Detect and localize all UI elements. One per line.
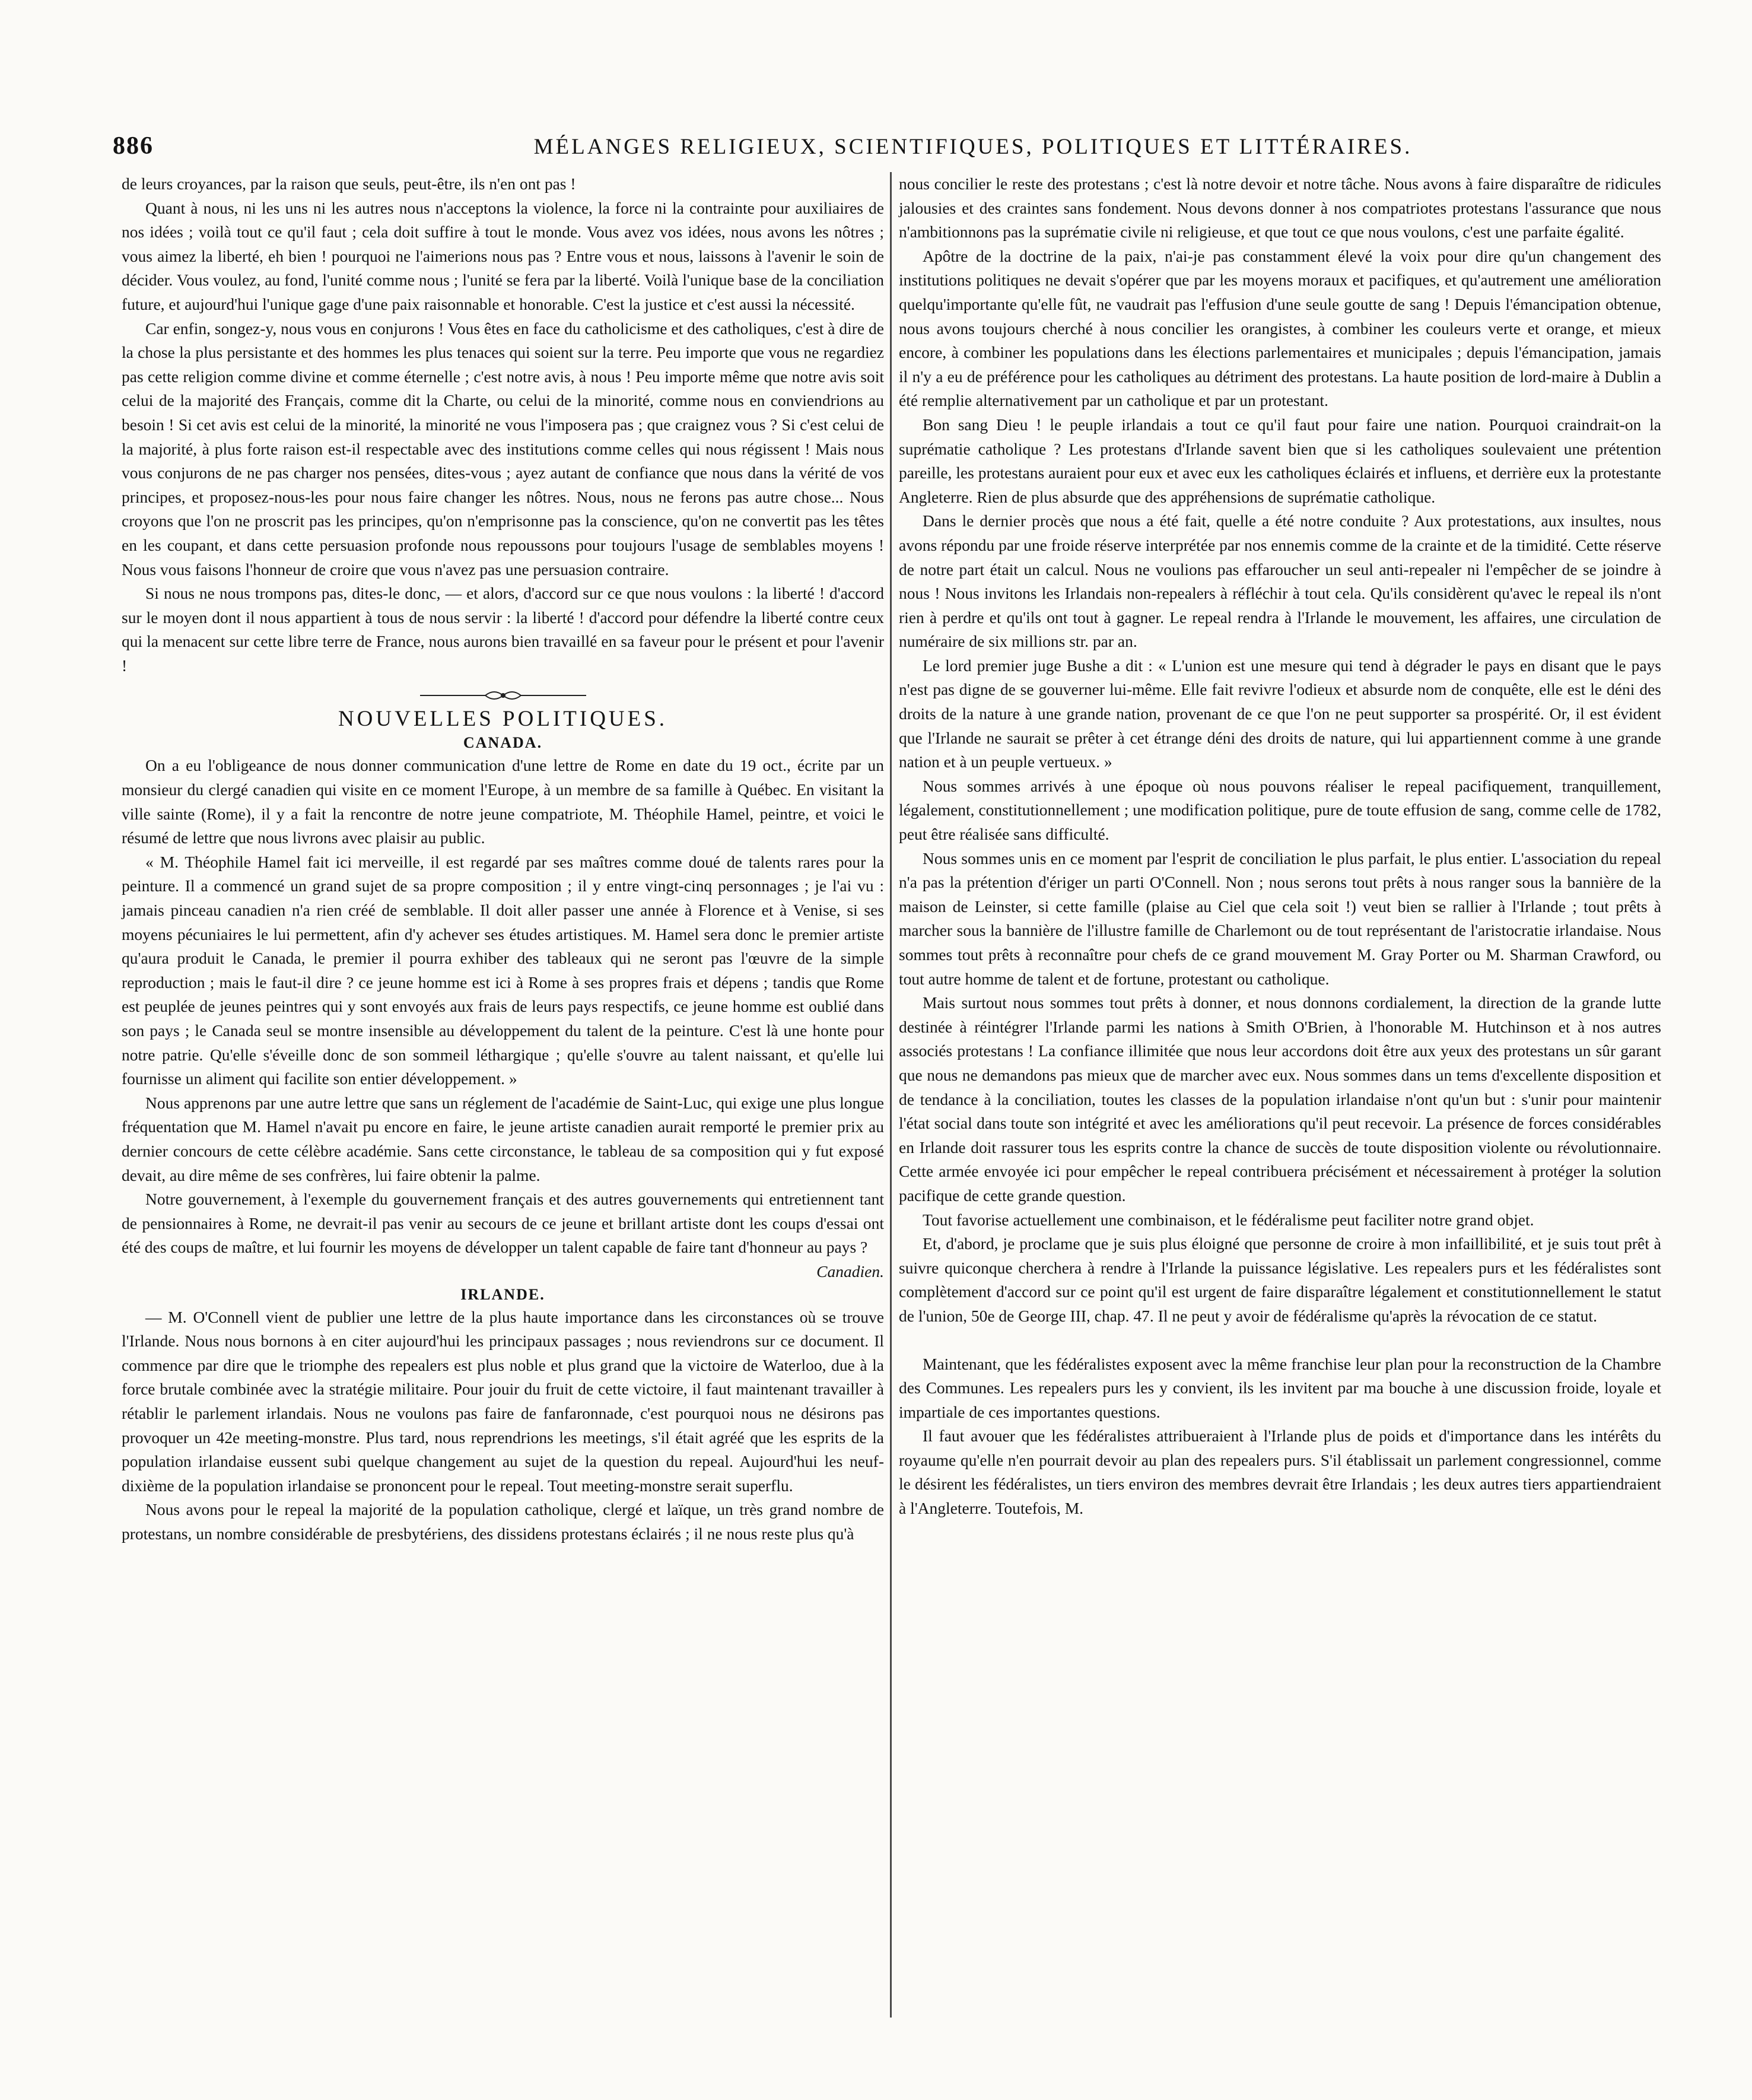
paragraph: Car enfin, songez-y, nous vous en conjurons ! Vous êtes en face du catholicisme et des catholiques, c'est à dire de la chose la plus persistante et des hommes les plus tenaces qui soient sur la terre. Peu importe que vous ne regardiez pas cette religion comme divine et comme éternelle ; c'est notre avis, à nous ! Peu importe même que notre avis soit celui de la majorité des Français, comme dit la Charte, ou celui de la minorité, comme nous en conviendrions au besoin ! Si cet avis est celui de la minorité, la minorité ne vous l'imposera pas ; que craignez vous ? Si c'est celui de la majorité, à plus forte raison est-il respectable avec des institutions comme celles qui nous régissent ! Mais nous vous conjurons de ne pas charger nos pensées, dites-vous ; ayez autant de confiance que nous dans la vérité de vos principes, et proposez-nous-les pour nous faire changer les nôtres. Nous, nous ne ferons pas autre chose... Nous croyons que l'on ne proscrit pas les principes, qu'on n'emprisonne pas la conscience, qu'on ne convertit pas les têtes en les coupant, et dans cette persuasion profonde nous repoussons pour toujours l'usage de semblables moyens ! Nous vous faisons l'honneur de croire que vous n'avez pas une persuasion contraire.	[122, 319, 884, 579]
section-title: NOUVELLES POLITIQUES.	[338, 707, 668, 732]
page-header	[113, 132, 1637, 167]
page-number: 886	[113, 132, 154, 160]
column-rule	[890, 172, 892, 2018]
paragraph: Le lord premier juge Bushe a dit : « L'union est une mesure qui tend à dégrader le pays en disant que le pays n'est pas digne de se gouverner lui-même. Elle fait revivre l'odieux et absurde nom de conquête, elle est le déni des droits de la nature à une grande nation, provenant de ce que l'on ne peut supporter sa prospérité. Or, il est évident que l'Irlande ne saurait se prêter à cet étrange déni des droits de nature, qui lui appartiennent comme à une grande nation et à un peuple vertueux. »	[899, 656, 1661, 771]
canada-heading: CANADA.	[463, 734, 543, 752]
paragraph: On a eu l'obligeance de nous donner communication d'une lettre de Rome en date du 19 oct., écrite par un monsieur du clergé canadien qui visite en ce moment l'Europe, à un membre de sa famille à Québec. En visitant la ville sainte (Rome), il y a fait la rencontre de notre jeune compatriote, M. Théophile Hamel, peintre, et voici le résumé de lettre que nous livrons avec plaisir au public.	[122, 756, 884, 847]
paragraph: Maintenant, que les fédéralistes exposent avec la même franchise leur plan pour la reconstruction de la Chambre des Communes. Les repealers purs les y convient, ils les invitent par ma bouche à une discussion froide, loyale et impartiale de ces importantes questions.	[899, 1354, 1661, 1421]
paragraph: — M. O'Connell vient de publier une lettre de la plus haute importance dans les circonstances où se trouve l'Irlande. Nous nous bornons à en citer aujourd'hui les principaux passages ; nous reviendrons sur ce document. Il commence par dire que le triomphe des repealers est plus noble et plus grand que la victoire de Waterloo, due à la force brutale combinée avec la stratégie militaire. Pour jouir du fruit de cette victoire, il faut maintenant travailler à rétablir le parlement irlandais. Nous ne voulons pas faire de fanfaronnade, c'est pourquoi nous ne désirons pas provoquer un 42e meeting-monstre. Plus tard, nous reprendrions les meetings, s'il était agréé que les esprits de la population irlandaise eussent subi quelque changement au sujet de la question du repeal. Aujourd'hui les neuf-dixième de la population irlandaise se prononcent pour le repeal. Tout meeting-monstre serait superflu.	[122, 1307, 884, 1495]
running-head: MÉLANGES RELIGIEUX, SCIENTIFIQUES, POLITIQUES ET LITTÉRAIRES.	[533, 135, 1413, 159]
paragraph: de leurs croyances, par la raison que seuls, peut-être, ils n'en ont pas !	[122, 174, 576, 193]
paragraph: Apôtre de la doctrine de la paix, n'ai-je pas constamment élevé la voix pour dire qu'un changement des institutions politiques ne devait s'opérer que par les moyens moraux et pacifiques, et qu'autrement une amélioration quelqu'importante qu'elle fût, ne vaudrait pas l'effusion d'une seule goutte de sang ! Depuis l'émancipation obtenue, nous avons toujours cherché à nous concilier les orangistes, à combiner les couleurs verte et orange, et mieux encore, à combiner les populations dans les élections parlementaires et municipales ; depuis l'émancipation, jamais il n'y a eu de préférence pour les catholiques au détriment des protestans. La haute position de lord-maire à Dublin a été remplie alternativement par un catholique et par un protestant.	[899, 246, 1661, 410]
right-column	[899, 172, 1661, 1521]
paragraph: Nous sommes unis en ce moment par l'esprit de conciliation le plus parfait, le plus entier. L'association du repeal n'a pas la prétention d'ériger un parti O'Connell. Non ; nous serons tout prêts à nous ranger sous la bannière de la maison de Leinster, si cette famille (plaise au Ciel que cela soit !) veut bien se rallier à l'Irlande ; tout prêts à marcher sous la bannière de l'illustre famille de Charlemont ou de tout représentant de l'aristocratie irlandaise. Nous sommes tout prêts à reconnaître pour chefs de ce grand mouvement M. Gray Porter ou M. Sharman Crawford, ou tout autre homme de talent et de fortune, protestant ou catholique.	[899, 849, 1661, 988]
paragraph: Et, d'abord, je proclame que je suis plus éloigné que personne de croire à mon infaillibilité, et je suis tout prêt à suivre quiconque cherchera à rendre à l'Irlande la puissance législative. Les repealers purs et les fédéralistes sont complètement d'accord sur ce point qu'il est urgent de faire disparaître légalement et constitutionnellement le statut de l'union, 50e de George III, chap. 47. Il ne peut y avoir de fédéralisme qu'après la révocation de ce statut.	[899, 1234, 1661, 1325]
left-column	[122, 172, 884, 1546]
paragraph: « M. Théophile Hamel fait ici merveille, il est regardé par ses maîtres comme doué de talents rares pour la peinture. Il a commencé un grand sujet de sa propre composition ; il y entre vingt-cinq personnages ; je l'ai vu : jamais pinceau canadien n'a rien créé de semblable. Il doit aller passer une année à Florence et à Venise, si ses moyens pécuniaires le lui permettent, afin d'y achever ses études artistiques. M. Hamel sera donc le premier artiste qu'aura produit le Canada, le premier il pourra exhiber des tableaux qui ne seront pas l'œuvre de la simple reproduction ; mais le faut-il dire ? ce jeune homme est ici à Rome à ses propres frais et dépens ; tandis que Rome est peuplée de jeunes peintres qui y sont envoyés aux frais de leurs pays respectifs, ce jeune homme est oublié dans son pays ; le Canada seul se montre insensible au développement du talent de la peinture. C'est là une honte pour notre patrie. Qu'elle s'éveille donc de son sommeil léthargique ; qu'elle s'ouvre au talent naissant, et qu'elle lui fournisse un aliment qui facilite son entier développement. »	[122, 852, 884, 1088]
irlande-heading: IRLANDE.	[460, 1285, 545, 1303]
paragraph: Tout favorise actuellement une combinaison, et le fédéralisme peut faciliter notre grand objet.	[923, 1210, 1534, 1229]
paragraph: Nous sommes arrivés à une époque où nous pouvons réaliser le repeal pacifiquement, tranquillement, légalement, constitutionnellement ; une modification politique, pure de toute effusion de sang, comme celle de 1782, peut être réalisée sans difficulté.	[899, 776, 1661, 844]
paragraph: Il faut avouer que les fédéralistes attribueraient à l'Irlande plus de poids et d'importance dans les intérêts du royaume qu'elle n'en pourrait devoir au plan des repealers purs. S'il établissait un parlement congressionnel, comme le désirent les fédéralistes, un tiers environ des membres devrait être Irlandais ; les deux autres tiers appartiendraient à l'Angleterre. Toutefois, M.	[899, 1427, 1661, 1518]
paragraph: Nous avons pour le repeal la majorité de la population catholique, clergé et laïque, un très grand nombre de protestans, un nombre considérable de presbytériens, des dissidens protestans éclairés ; il ne nous reste plus qu'à	[122, 1500, 884, 1543]
paragraph: Si nous ne nous trompons pas, dites-le donc, — et alors, d'accord sur ce que nous voulons : la liberté ! d'accord sur le moyen dont il nous appartient à tous de nous servir : la liberté ! d'accord pour défendre la liberté contre ceux qui la menacent sur cette libre terre de France, nous aurons bien travaillé en sa faveur pour le présent et pour l'avenir !	[122, 584, 884, 675]
paragraph: Quant à nous, ni les uns ni les autres nous n'acceptons la violence, la force ni la contrainte pour auxiliaires de nos idées ; voilà tout ce qu'il faut ; cela doit suffire à tout le monde. Vous avez vos idées, nous avons les nôtres ; vous aimez la liberté, eh bien ! pourquoi ne l'aimerions nous pas ? Entre vous et nous, laissons à l'avenir le soin de décider. Vous voulez, au fond, l'unité comme nous ; l'unité se fera par la liberté. Voilà l'unique base de la conciliation future, et aujourd'hui l'unique gage d'une paix raisonnable et honorable. C'est la justice et c'est aussi la nécessité.	[122, 198, 884, 313]
paragraph: Notre gouvernement, à l'exemple du gouvernement français et des autres gouvernements qui entretiennent tant de pensionnaires à Rome, ne devrait-il pas venir au secours de ce jeune et brillant artiste dont les coups d'essai ont été des coups de maître, et lui fournir les moyens de développer un talent capable de faire tant d'honneur au pays ?	[122, 1190, 884, 1257]
paragraph: Nous apprenons par une autre lettre que sans un réglement de l'académie de Saint-Luc, qui exige une plus longue fréquentation que M. Hamel n'avait pu encore en faire, le jeune artiste canadien aurait remporté le premier prix au dernier concours de cette célèbre académie. Sans cette circonstance, le tableau de sa composition qui y fut exposé devait, au dire même de ses confrères, lui faire obtenir la palme.	[122, 1093, 884, 1184]
paragraph: nous concilier le reste des protestans ; c'est là notre devoir et notre tâche. Nous avons à faire disparaître de ridicules jalousies et des craintes sans fondement. Nous devons donner à nos compatriotes protestans l'assurance que nous n'ambitionnons pas la suprématie civile ni religieuse, et que tout ce que nous voulons, c'est une parfaite égalité.	[899, 174, 1661, 242]
ornament-divider	[414, 687, 592, 704]
paragraph: Dans le dernier procès que nous a été fait, quelle a été notre conduite ? Aux protestations, aux insultes, nous avons répondu par une froide réserve interprétée par nos ennemis comme de la crainte et de la timidité. Cette réserve de notre part était un calcul. Nous ne voulions pas effaroucher un seul anti-repealer ni l'empêcher de se joindre à nous ! Nous invitons les Irlandais non-repealers à réfléchir à tout cela. Qu'ils considèrent qu'avec le repeal ils n'ont rien à perdre et qu'ils ont tout à gagner. Le repeal rendra à l'Irlande le mouvement, les affaires, une circulation de numéraire de six millions str. par an.	[899, 512, 1661, 651]
paragraph: Mais surtout nous sommes tout prêts à donner, et nous donnons cordialement, la direction de la grande lutte destinée à réintégrer l'Irlande parmi les nations à Smith O'Brien, à l'honorable M. Hutchinson et à nos autres associés protestans ! La confiance illimitée que nous leur accordons doit être aux yeux des protestans un sûr garant que nous ne demandons pas mieux que de marcher avec eux. Nous sommes dans un tems d'excellente disposition et de tendance à la conciliation, toutes les classes de la population irlandaise n'ont qu'un but : s'unir pour maintenir l'état social dans toute son intégrité et avec les améliorations qu'il peut recevoir. La présence de forces considérables en Irlande doit rassurer tous les esprits contre la chance de succès de toute disposition violente ou révolutionnaire. Cette armée envoyée ici pour empêcher le repeal contribuera précisément et nécessairement à protéger la solution pacifique de cette grande question.	[899, 993, 1661, 1205]
signature: Canadien.	[816, 1262, 884, 1281]
paragraph: Bon sang Dieu ! le peuple irlandais a tout ce qu'il faut pour faire une nation. Pourquoi craindrait-on la suprématie catholique ? Les protestans d'Irlande savent bien que si les catholiques soulevaient une prétention pareille, les protestans auraient pour eux et avec eux les catholiques éclairés et influens, et derrière eux la protestante Angleterre. Rien de plus absurde que des appréhensions de suprématie catholique.	[899, 415, 1661, 506]
